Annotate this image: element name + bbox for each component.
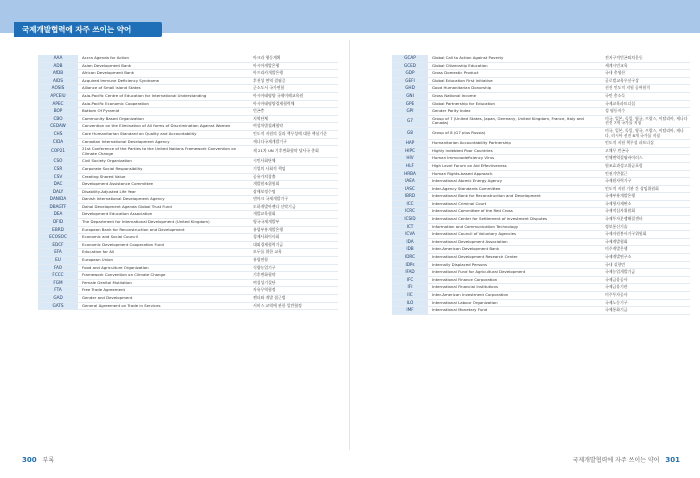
page-title: 국제개발협력에 자주 쓰이는 약어 [14, 22, 162, 37]
korean-term: 아프리카개발은행 [250, 70, 338, 78]
korean-term: 식량농업기구 [250, 264, 338, 272]
korean-term: 유럽연합 [250, 257, 338, 265]
abbreviation-code: IDA [392, 238, 428, 246]
abbreviation-code: GHD [392, 85, 428, 93]
abbreviation-code: IFI [392, 284, 428, 292]
korean-term: 미주투자공사 [602, 292, 690, 300]
english-term: Bottom Of Pyramid [78, 108, 250, 116]
english-term: Human Immunodeficiency Virus [428, 155, 602, 163]
english-term: Civil Society Organization [78, 158, 250, 166]
table-row [38, 188, 338, 196]
abbreviation-code: DBAGTF [38, 203, 78, 211]
korean-term: 젠더와 개발 접근법 [250, 295, 338, 303]
korean-term: 개발원조위원회 [250, 181, 338, 189]
english-term: African Development Bank [78, 70, 250, 78]
abbreviation-code: CIDA [38, 138, 78, 146]
abbreviation-code: FTA [38, 287, 78, 295]
korean-term: 미국, 일본, 독일, 영국, 프랑스, 이탈리아, 캐나다, 러시아 선진 8개 국가를 지칭 [602, 127, 690, 139]
abbreviation-code: IIC [392, 292, 428, 300]
korean-term: 인도적 지원 책무성 파트너십 [602, 140, 690, 148]
abbreviation-code: ICRC [392, 208, 428, 216]
english-term: Danish International Development Agency [78, 196, 250, 204]
abbreviation-code: HRBA [392, 170, 428, 178]
english-term: International Atomic Energy Agency [428, 178, 602, 186]
korean-term: 국제투자분쟁해결센터 [602, 216, 690, 224]
table-row [38, 130, 338, 138]
korean-term: 인체면역결핍바이러스 [602, 155, 690, 163]
abbreviation-code: ECOSOC [38, 234, 78, 242]
abbreviation-code: G7 [392, 115, 428, 127]
table-row [392, 62, 690, 70]
korean-term: 캐나다국제개발기구 [250, 138, 338, 146]
table-row [392, 216, 690, 224]
table-row [38, 181, 338, 189]
center-gutter [349, 40, 350, 450]
abbreviation-code: ICT [392, 223, 428, 231]
english-term: International Labour Organization [428, 299, 602, 307]
english-term: Alliance of Small Island States [78, 85, 250, 93]
table-row [38, 226, 338, 234]
english-term: European Bank for Reconstruction and Development [78, 226, 250, 234]
english-term: Economic Development Cooperation Fund [78, 241, 250, 249]
table-row [38, 70, 338, 78]
english-term: Accra Agenda for Action [78, 55, 250, 62]
english-term: Gender Parity Index [428, 108, 602, 116]
table-row [38, 138, 338, 146]
table-row [38, 203, 338, 211]
korean-term: 국제형사재판소 [602, 200, 690, 208]
abbreviation-code: CSR [38, 165, 78, 173]
table-row [38, 287, 338, 295]
korean-term: 국민 총소득 [602, 92, 690, 100]
english-term: Gross Domestic Product [428, 70, 602, 78]
english-term: International Bank for Reconstruction and Development [428, 193, 602, 201]
korean-term: 개발교육협회 [250, 211, 338, 219]
korean-term: 고채무 빈곤국 [602, 147, 690, 155]
footer-section-label: 부록 [42, 457, 55, 464]
table-row [38, 77, 338, 85]
english-term: Canadian International Development Agency [78, 138, 250, 146]
english-term: General Agreement on Trade in Services [78, 302, 250, 310]
abbreviation-code: IDRC [392, 254, 428, 262]
english-term: Creating Shared Value [78, 173, 250, 181]
english-term: The Department for International Development (United Kingdom) [78, 219, 250, 227]
table-row [38, 295, 338, 303]
korean-term: 인도적 지원 기관 간 상임위원회 [602, 185, 690, 193]
english-term: 21st Conference of the Parties to the United Nations Framework Convention on Climate Change [78, 146, 250, 158]
page-number-right: 301 [665, 456, 680, 464]
english-term: Corporate Social Responsibility [78, 165, 250, 173]
abbreviation-code: HAP [392, 140, 428, 148]
table-row [38, 241, 338, 249]
abbreviation-code: GATS [38, 302, 78, 310]
table-row [38, 211, 338, 219]
english-term: Dohal Development Agenda Global Trust Fund [78, 203, 250, 211]
table-row [38, 165, 338, 173]
abbreviation-code: AIDS [38, 77, 78, 85]
english-term: Development Education Association [78, 211, 250, 219]
table-row [392, 85, 690, 93]
english-term: International Committee of the Red Cross [428, 208, 602, 216]
abbreviation-code: DFID [38, 219, 78, 227]
abbreviation-code: DEA [38, 211, 78, 219]
abbreviation-code: DANIDA [38, 196, 78, 204]
english-term: Free Trade Agreement [78, 287, 250, 295]
english-term: International Financial Institutions [428, 284, 602, 292]
table-row [392, 284, 690, 292]
english-term: International Center for Settlement of Investment Disputes [428, 216, 602, 224]
english-term: Core Humanitarian Standard on Quality and Accountability [78, 130, 250, 138]
table-row [38, 264, 338, 272]
english-term: International Criminal Court [428, 200, 602, 208]
table-row [392, 127, 690, 139]
abbreviation-code: AfDB [38, 70, 78, 78]
korean-term: 정보통신기술 [602, 223, 690, 231]
table-row [38, 100, 338, 108]
table-row [392, 140, 690, 148]
english-term: Female Genital Mutilation [78, 279, 250, 287]
abbreviation-code: CSO [38, 158, 78, 166]
english-term: Group of 7 (United States, Japan, Germany, United Kingdom, France, Italy and Canada) [428, 115, 602, 127]
korean-term: 국제농업개발기금 [602, 269, 690, 277]
english-term: International Fund for Agricultural Development [428, 269, 602, 277]
abbreviation-code: IASC [392, 185, 428, 193]
table-row [392, 155, 690, 163]
korean-term: 대외경제협력기금 [250, 241, 338, 249]
table-row [392, 231, 690, 239]
table-row [38, 173, 338, 181]
abbreviation-code: GNI [392, 92, 428, 100]
english-term: Information and Communication Technology [428, 223, 602, 231]
english-term: Community Based Organization [78, 115, 250, 123]
table-row [392, 185, 690, 193]
korean-term: 공유가치창출 [250, 173, 338, 181]
abbreviation-code: GPE [392, 100, 428, 108]
table-row [38, 219, 338, 227]
table-row [392, 299, 690, 307]
korean-term: 여성성기절단 [250, 279, 338, 287]
table-row [38, 146, 338, 158]
footer-right [573, 455, 680, 464]
abbreviation-code: HIV [392, 155, 428, 163]
korean-term: 글로벌교육우선구상 [602, 77, 690, 85]
abbreviation-code: HLF [392, 162, 428, 170]
english-term: Inter-American Investment Corporation [428, 292, 602, 300]
korean-term: 빈곤층 [250, 108, 338, 116]
abbreviation-code: DAC [38, 181, 78, 189]
english-term: Food and Agriculture Organization [78, 264, 250, 272]
abbreviation-code: ILO [392, 299, 428, 307]
english-term: International Monetary Fund [428, 307, 602, 315]
english-term: Internally Displaced Persons [428, 261, 602, 269]
table-row [392, 147, 690, 155]
abbreviation-code: ICVA [392, 231, 428, 239]
english-term: Gender and Development [78, 295, 250, 303]
english-term: Asia-Pacific Centre of Education for International Understanding [78, 92, 250, 100]
abbreviation-code: IBRD [392, 193, 428, 201]
english-term: Global Call to Action Against Poverty [428, 55, 602, 62]
english-term: Highly Indebted Poor Countries [428, 147, 602, 155]
korean-term: 성 평등지수 [602, 108, 690, 116]
table-row [38, 196, 338, 204]
korean-term: 아크라 행동계획 [250, 55, 338, 62]
korean-term: 도하개발아젠다 신탁기금 [250, 203, 338, 211]
table-row [38, 302, 338, 310]
table-row [392, 223, 690, 231]
table-row [392, 108, 690, 116]
abbreviation-code: CSV [38, 173, 78, 181]
abbreviation-code: COP21 [38, 146, 78, 158]
abbreviation-code: EBRD [38, 226, 78, 234]
english-term: International Development Association [428, 238, 602, 246]
english-term: Economic and Social Council [78, 234, 250, 242]
table-row [392, 208, 690, 216]
korean-term: 자유무역협정 [250, 287, 338, 295]
english-term: Group of 8 (G7 plus Russia) [428, 127, 602, 139]
abbreviation-code: GCAP [392, 55, 428, 62]
abbreviation-code: GDP [392, 70, 428, 78]
english-term: Education for All [78, 249, 250, 257]
table-row [38, 92, 338, 100]
abbreviation-code: IMF [392, 307, 428, 315]
table-row [392, 70, 690, 78]
english-term: Asia-Pacific Economic Cooperation [78, 100, 250, 108]
abbreviation-code: BOP [38, 108, 78, 116]
korean-term: 기후변화협약 [250, 272, 338, 280]
table-row [392, 292, 690, 300]
korean-term: 시민사회단체 [250, 158, 338, 166]
english-term: Inter-American Development Bank [428, 246, 602, 254]
korean-term: 국내 총생산 [602, 70, 690, 78]
korean-term: 국제원자력기구 [602, 178, 690, 186]
table-row [392, 307, 690, 315]
abbreviation-code: IAEA [392, 178, 428, 186]
korean-term: 장애보정수명 [250, 188, 338, 196]
korean-term: 후천성 면역 결핍증 [250, 77, 338, 85]
table-row [392, 254, 690, 262]
english-term: Global Partnership for Education [428, 100, 602, 108]
korean-term: 국제부흥개발은행 [602, 193, 690, 201]
korean-term: 모두를 위한 교육 [250, 249, 338, 257]
abbreviation-code: GEFI [392, 77, 428, 85]
english-term: Inter-Agency Standards Committee [428, 185, 602, 193]
korean-term: 국제교육파트너십 [602, 100, 690, 108]
table-row [392, 276, 690, 284]
korean-term: 원조효과성고위급포럼 [602, 162, 690, 170]
abbreviation-code: CHS [38, 130, 78, 138]
korean-term: 국제자원봉사기구위원회 [602, 231, 690, 239]
korean-term: 제 21차 UN 기후변화협약 당사국 총회 [250, 146, 338, 158]
english-term: Asian Development Bank [78, 62, 250, 70]
footer-left [22, 455, 54, 464]
abbreviation-code: DALY [38, 188, 78, 196]
abbreviation-code: G8 [392, 127, 428, 139]
abbreviation-code: ICC [392, 200, 428, 208]
abbreviation-code: CEDAW [38, 123, 78, 131]
korean-term: 국제개발연구소 [602, 254, 690, 262]
abbreviation-code: AOSIS [38, 85, 78, 93]
korean-term: 기업의 사회적 책임 [250, 165, 338, 173]
table-row [38, 123, 338, 131]
table-row [38, 85, 338, 93]
abbreviation-code: IFAD [392, 269, 428, 277]
english-term: Global Education First Initiative [428, 77, 602, 85]
korean-term: 군소도서 국가연합 [250, 85, 338, 93]
table-row [38, 55, 338, 62]
table-row [392, 200, 690, 208]
korean-term: 미주개발은행 [602, 246, 690, 254]
table-row [38, 62, 338, 70]
table-row [392, 77, 690, 85]
table-row [392, 246, 690, 254]
table-row [38, 158, 338, 166]
english-term: International Finance Corporation [428, 276, 602, 284]
korean-term: 국제노동기구 [602, 299, 690, 307]
korean-term: 아시아태평양 국제이해교육원 [250, 92, 338, 100]
abbreviation-code: APEC [38, 100, 78, 108]
table-row [38, 115, 338, 123]
abbreviation-code: IDB [392, 246, 428, 254]
abbreviation-code: EDCF [38, 241, 78, 249]
abbreviation-code: GPI [392, 108, 428, 116]
abbreviation-code: EFA [38, 249, 78, 257]
english-term: Global Citizenship Education [428, 62, 602, 70]
table-row [392, 170, 690, 178]
abbreviation-code: APCEIU [38, 92, 78, 100]
table-row [392, 193, 690, 201]
korean-term: 지역단체 [250, 115, 338, 123]
table-row [392, 115, 690, 127]
english-term: Acquired Immune Deficiency Syndrome [78, 77, 250, 85]
english-term: International Council of Voluntary Agencies [428, 231, 602, 239]
abbreviation-code: FCCC [38, 272, 78, 280]
english-term: High Level Forum on Aid Effectiveness [428, 162, 602, 170]
korean-term: 인도적 지원의 질과 책무성에 대한 핵심기준 [250, 130, 338, 138]
korean-term: 아시아개발은행 [250, 62, 338, 70]
english-term: Good Humanitarian Donorship [428, 85, 602, 93]
abbreviation-code: EU [38, 257, 78, 265]
table-row [38, 108, 338, 116]
english-term: Development Assistance Committee [78, 181, 250, 189]
english-term: European Union [78, 257, 250, 265]
english-term: Convention on the Elimination of All forms of Discrimination Against Women [78, 123, 250, 131]
korean-term: 유럽부흥개발은행 [250, 226, 338, 234]
korean-term: 여성차별철폐협약 [250, 123, 338, 131]
table-row [38, 257, 338, 265]
table-row [392, 55, 690, 62]
abbreviation-code: FGM [38, 279, 78, 287]
table-row [392, 261, 690, 269]
abbreviation-code: ICSID [392, 216, 428, 224]
table-row [392, 269, 690, 277]
abbreviation-code: GCED [392, 62, 428, 70]
korean-term: 국제금융공사 [602, 276, 690, 284]
abbreviation-code: IDPs [392, 261, 428, 269]
abbreviation-code: AAA [38, 55, 78, 62]
korean-term: 아시아태평양경제협력체 [250, 100, 338, 108]
abbreviation-code: CBO [38, 115, 78, 123]
korean-term: 세계시민교육 [602, 62, 690, 70]
abbreviation-table-left [38, 55, 338, 310]
korean-term: 전지구적빈곤퇴치운동 [602, 55, 690, 62]
table-row [392, 238, 690, 246]
korean-term: 경제사회이사회 [250, 234, 338, 242]
table-row [392, 92, 690, 100]
table-row [38, 272, 338, 280]
table-row [392, 178, 690, 186]
table-row [392, 162, 690, 170]
abbreviation-code: ADB [38, 62, 78, 70]
abbreviation-code: IFC [392, 276, 428, 284]
english-term: International Development Research Center [428, 254, 602, 262]
korean-term: 서비스 교역에 관한 일반협정 [250, 302, 338, 310]
korean-term: 국제개발협회 [602, 238, 690, 246]
korean-term: 국제적십자위원회 [602, 208, 690, 216]
table-row [392, 100, 690, 108]
english-term: Disability-Adjusted Life Year [78, 188, 250, 196]
abbreviation-code: GAD [38, 295, 78, 303]
korean-term: 미국, 일본, 독일, 영국, 프랑스, 이탈리아, 캐나다 선진 7개 국가를 지칭 [602, 115, 690, 127]
table-row [38, 249, 338, 257]
english-term: Human Rights-based Approach [428, 170, 602, 178]
korean-term: 인권기반접근 [602, 170, 690, 178]
abbreviation-code: HIPC [392, 147, 428, 155]
footer-title-label: 국제개발협력에 자주 쓰이는 약어 [572, 457, 660, 464]
abbreviation-table-right [392, 55, 690, 315]
korean-term: 국제통화기금 [602, 307, 690, 315]
korean-term: 영국국제개발부 [250, 219, 338, 227]
english-term: Humanitarian Accountability Partnership [428, 140, 602, 148]
table-row [38, 279, 338, 287]
page-number-left: 300 [22, 456, 37, 464]
abbreviation-code: FAO [38, 264, 78, 272]
table-row [38, 234, 338, 242]
korean-term: 국내 실향민 [602, 261, 690, 269]
english-term: Framework Convention on Climate Change [78, 272, 250, 280]
korean-term: 선진 인도적 지원 공여원칙 [602, 85, 690, 93]
english-term: Gross National Income [428, 92, 602, 100]
korean-term: 국제금융기관 [602, 284, 690, 292]
korean-term: 덴마크 국제개발기구 [250, 196, 338, 204]
